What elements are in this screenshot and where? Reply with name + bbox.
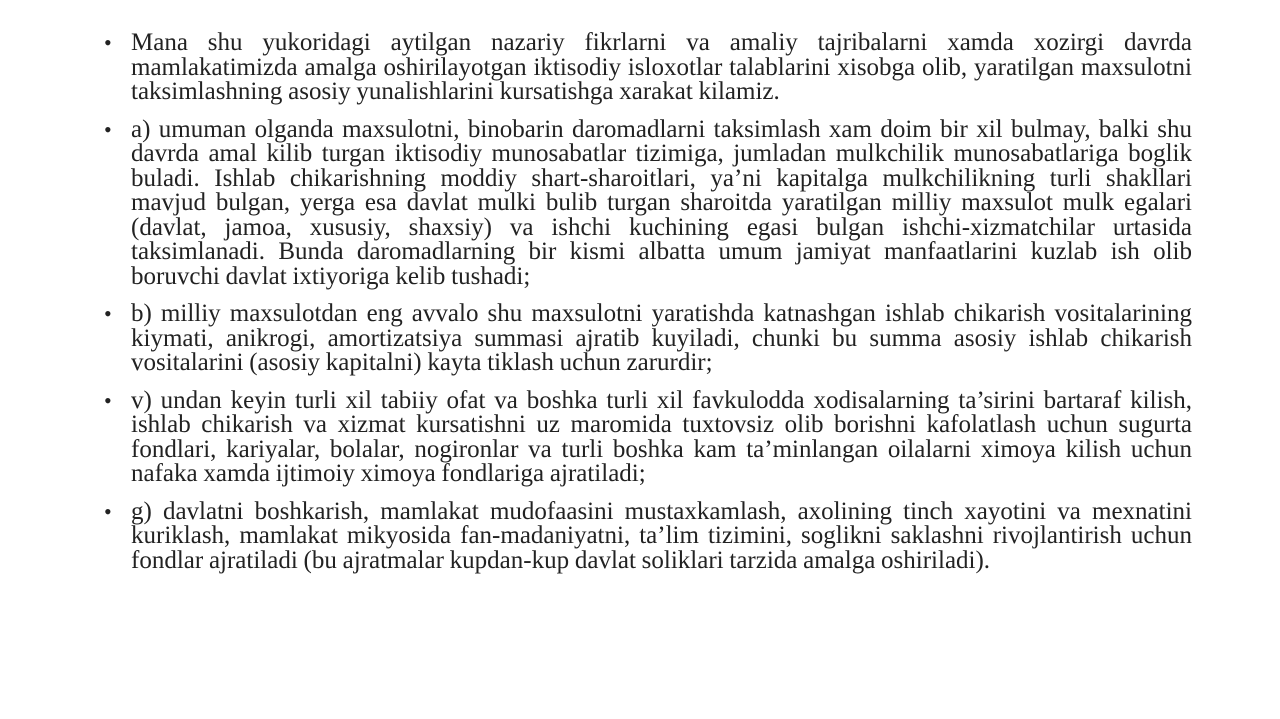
bullet-text: b) milliy maxsulotdan eng avvalo shu maxsulotni yaratishda katnashgan ishlab chikarish vositalarining kiymati, anikrogi, amortizatsiya summasi ajratib kuyiladi, chunki bu summa asosiy ishlab chikarish vositalarini (asosiy kapitalni) kayta tiklash uchun zarurdir; bbox=[131, 300, 1192, 376]
bullet-icon: • bbox=[104, 116, 112, 142]
bullet-item-a bbox=[104, 115, 1192, 290]
bullet-item-g bbox=[104, 497, 1192, 574]
bullet-item-v bbox=[104, 386, 1192, 487]
bullet-list bbox=[104, 31, 1192, 586]
bullet-icon: • bbox=[104, 498, 112, 524]
bullet-item-intro bbox=[104, 31, 1192, 105]
bullet-item-b bbox=[104, 302, 1192, 376]
bullet-text: v) undan keyin turli xil tabiiy ofat va boshka turli xil favkulodda xodisalarning ta’sirini bartaraf kilish, ishlab chikarish va xizmat kursatishni uz maromida tuxtovsiz olib borishni kafolatlash uchun sugurta fondlari, kariyalar, bolalar, nogironlar va turli boshka kam ta’minlangan oilalarni ximoya kilish uchun nafaka xamda ijtimoiy ximoya fondlariga ajratiladi; bbox=[131, 386, 1192, 487]
bullet-icon: • bbox=[104, 301, 112, 326]
bullet-icon: • bbox=[104, 30, 112, 55]
bullet-icon: • bbox=[104, 387, 112, 413]
bullet-text: Mana shu yukoridagi aytilgan nazariy fikrlarni va amaliy tajribalarni xamda xozirgi davrda mamlakatimizda amalga oshirilayotgan iktisodiy isloxotlar talablarini xisobga olib, yaratilgan maxsulotni taksimlashning asosiy yunalishlarini kursatishga xarakat kilamiz. bbox=[131, 29, 1192, 105]
bullet-text: g) davlatni boshkarish, mamlakat mudofaasini mustaxkamlash, axolining tinch xayotini va mexnatini kuriklash, mamlakat mikyosida fan-madaniyatni, ta’lim tizimini, soglikni saklashni rivojlantirish uchun fondlar ajratiladi (bu ajratmalar kupdan-kup davlat soliklari tarzida amalga oshiriladi). bbox=[131, 497, 1192, 574]
bullet-text: a) umuman olganda maxsulotni, binobarin daromadlarni taksimlash xam doim bir xil bulmay, balki shu davrda amal kilib turgan iktisodiy munosabatlar tizimiga, jumladan mulkchilik munosabatlariga boglik buladi. Ishlab chikarishning moddiy shart-sharoitlari, ya’ni kapitalga mulkchilikning turli shakllari mavjud bulgan, yerga esa davlat mulki bulib turgan sharoitda yaratilgan milliy maxsulot mulk egalari (davlat, jamoa, xususiy, shaxsiy) va ishchi kuchining egasi bulgan ishchi-xizmatchilar urtasida taksimlanadi. Bunda daromadlarning bir kismi albatta umum jamiyat manfaatlarini kuzlab ish olib boruvchi davlat ixtiyoriga kelib tushadi; bbox=[131, 115, 1192, 290]
